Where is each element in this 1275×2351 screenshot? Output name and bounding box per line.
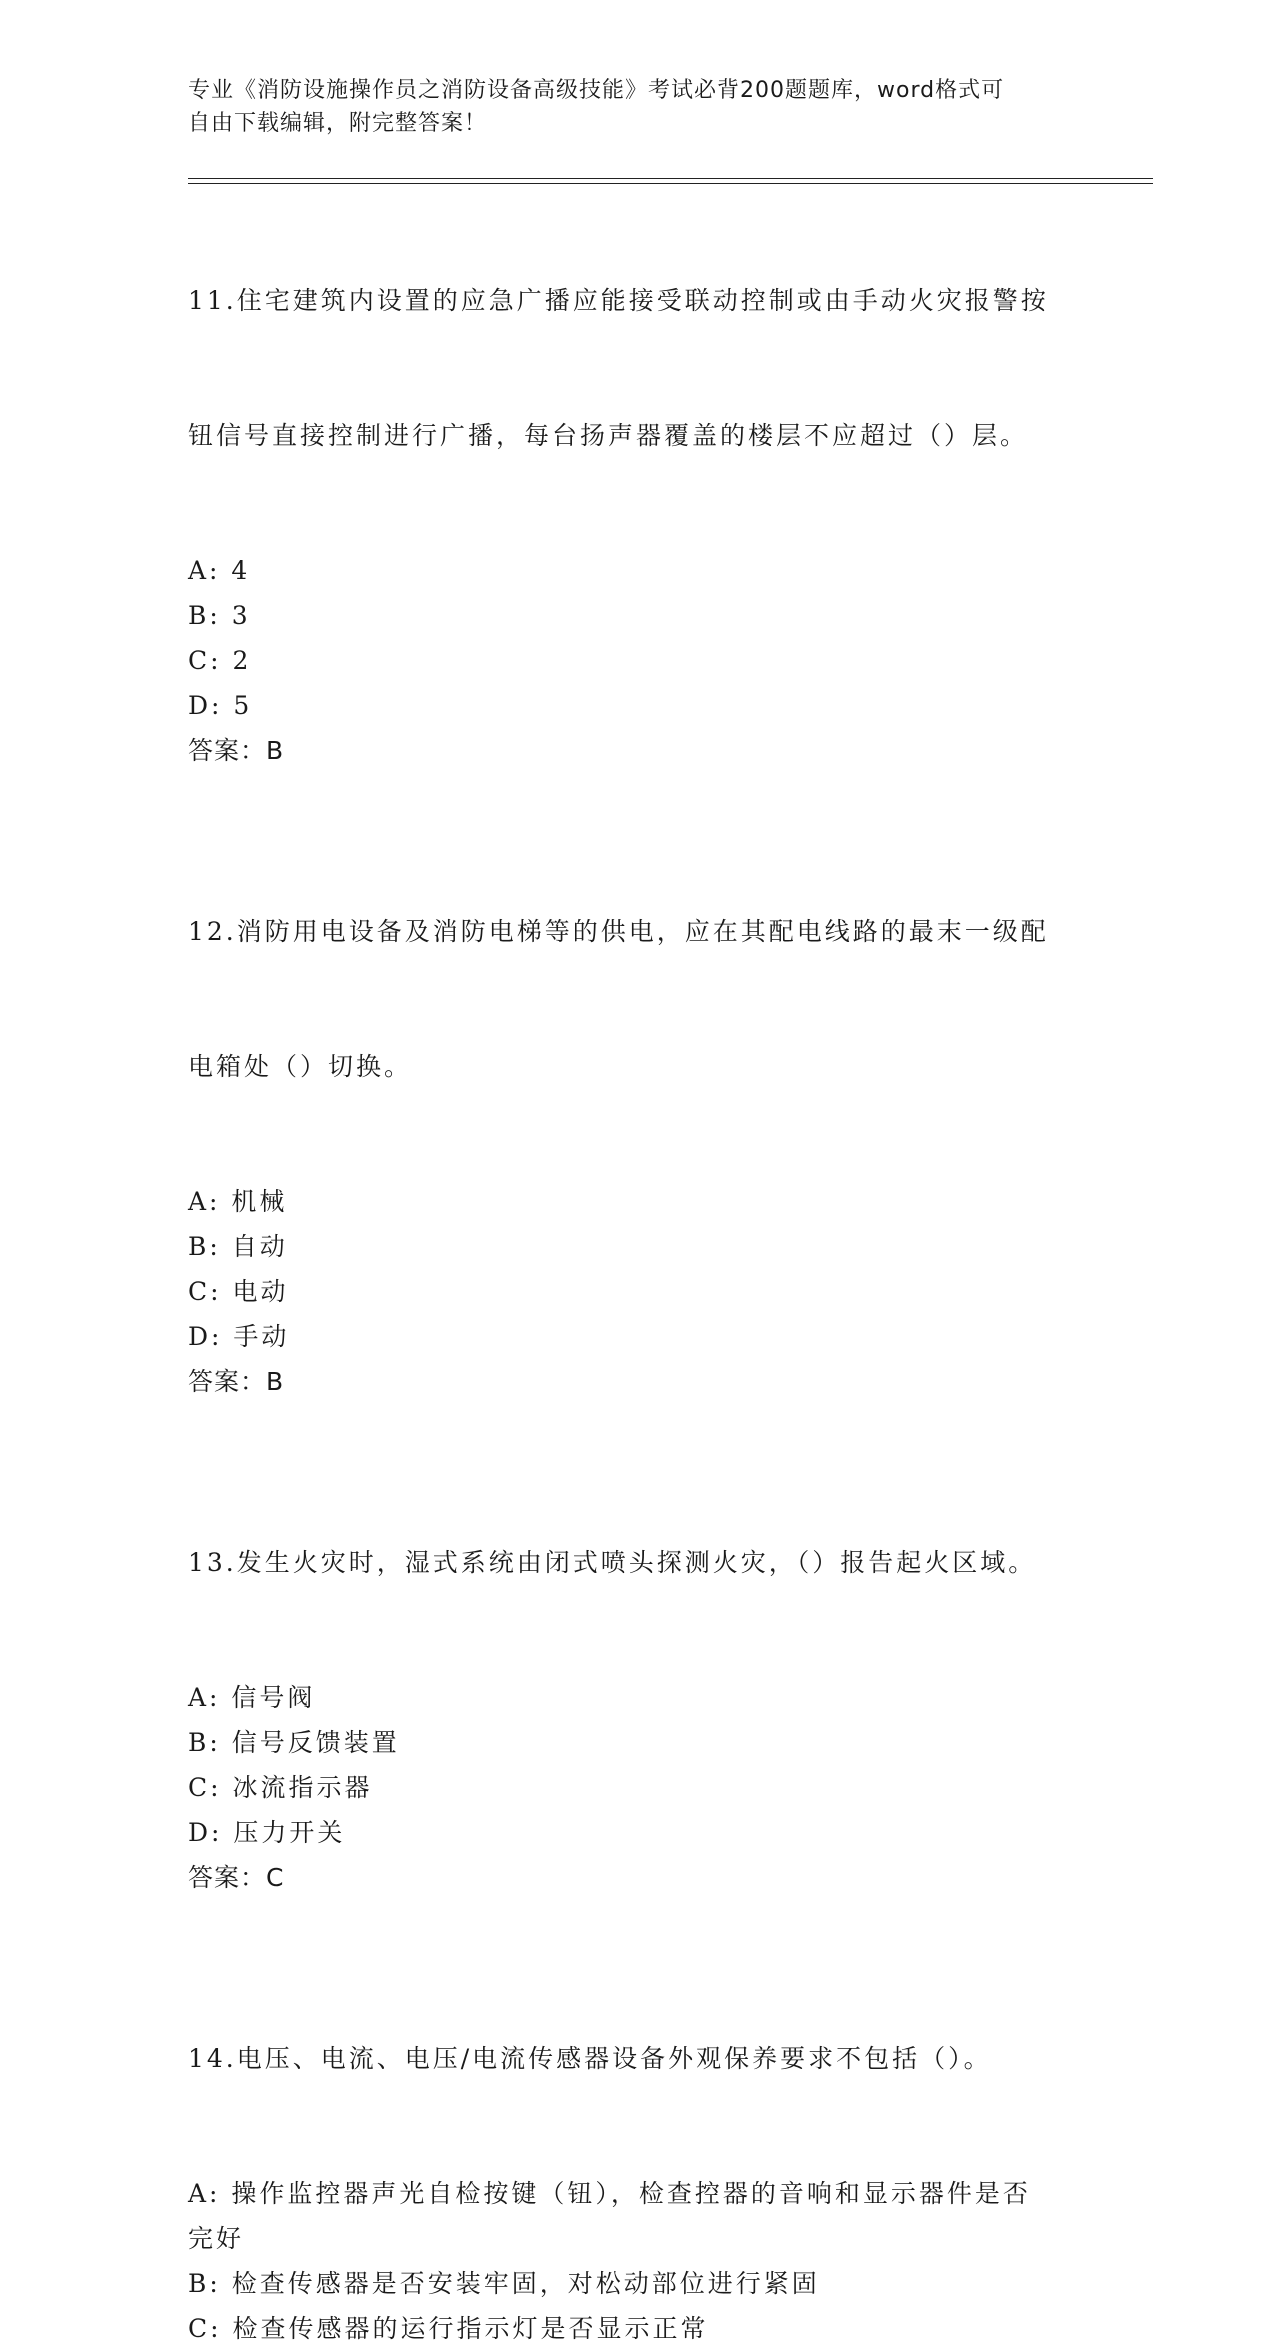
option-d: D: 压力开关 — [188, 1818, 346, 1847]
question-text — [188, 1450, 1088, 1675]
question-text-line: 11.住宅建筑内设置的应急广播应能接受联动控制或由手动火灾报警按 — [188, 286, 1049, 315]
option-b: B: 检查传感器是否安装牢固，对松动部位进行紧固 — [188, 2269, 820, 2298]
option-c: C: 电动 — [188, 1277, 289, 1306]
option-d: D: 5 — [188, 691, 253, 720]
spacer — [188, 1404, 1088, 1450]
question-text-line: 14.电压、电流、电压/电流传感器设备外观保养要求不包括（）。 — [188, 2044, 992, 2073]
question-text — [188, 819, 1088, 1179]
header-line-2: 自由下载编辑，附完整答案！ — [188, 111, 488, 136]
question-11 — [188, 188, 1088, 773]
option-c: C: 冰流指示器 — [188, 1773, 373, 1802]
option-a: A: 信号阀 — [188, 1683, 316, 1712]
question-text-line: 钮信号直接控制进行广播，每台扬声器覆盖的楼层不应超过（）层。 — [188, 421, 1029, 450]
spacer — [188, 1900, 1088, 1946]
option-c: C: 2 — [188, 646, 252, 675]
question-12 — [188, 819, 1088, 1404]
answer-line: 答案：B — [188, 1367, 285, 1396]
option-c: C: 检查传感器的运行指示灯是否显示正常 — [188, 2314, 709, 2343]
document-header — [188, 74, 1088, 140]
question-text — [188, 188, 1088, 548]
answer-line: 答案：C — [188, 1863, 285, 1892]
question-text-line: 13.发生火灾时，湿式系统由闭式喷头探测火灾，（）报告起火区域。 — [188, 1548, 1037, 1577]
question-13 — [188, 1450, 1088, 1900]
question-text-line: 12.消防用电设备及消防电梯等的供电，应在其配电线路的最末一级配 — [188, 917, 1049, 946]
option-a: A: 操作监控器声光自检按键（钮），检查控器的音响和显示器件是否 — [188, 2179, 1031, 2208]
option-d: D: 手动 — [188, 1322, 290, 1351]
question-list — [188, 188, 1088, 2351]
option-a: A: 4 — [188, 556, 251, 585]
answer-line: 答案：B — [188, 736, 285, 765]
option-b: B: 3 — [188, 601, 251, 630]
spacer — [188, 773, 1088, 819]
header-divider-top — [188, 178, 1153, 179]
option-a: A: 机械 — [188, 1187, 288, 1216]
question-text — [188, 1946, 1088, 2171]
option-b: B: 信号反馈装置 — [188, 1728, 400, 1757]
option-a-continued: 完好 — [188, 2224, 245, 2253]
question-14 — [188, 1946, 1088, 2351]
header-divider-bottom — [188, 183, 1153, 184]
question-text-line: 电箱处（）切换。 — [188, 1052, 413, 1081]
header-line-1: 专业《消防设施操作员之消防设备高级技能》考试必背200题题库，word格式可 — [188, 78, 1005, 103]
option-b: B: 自动 — [188, 1232, 288, 1261]
